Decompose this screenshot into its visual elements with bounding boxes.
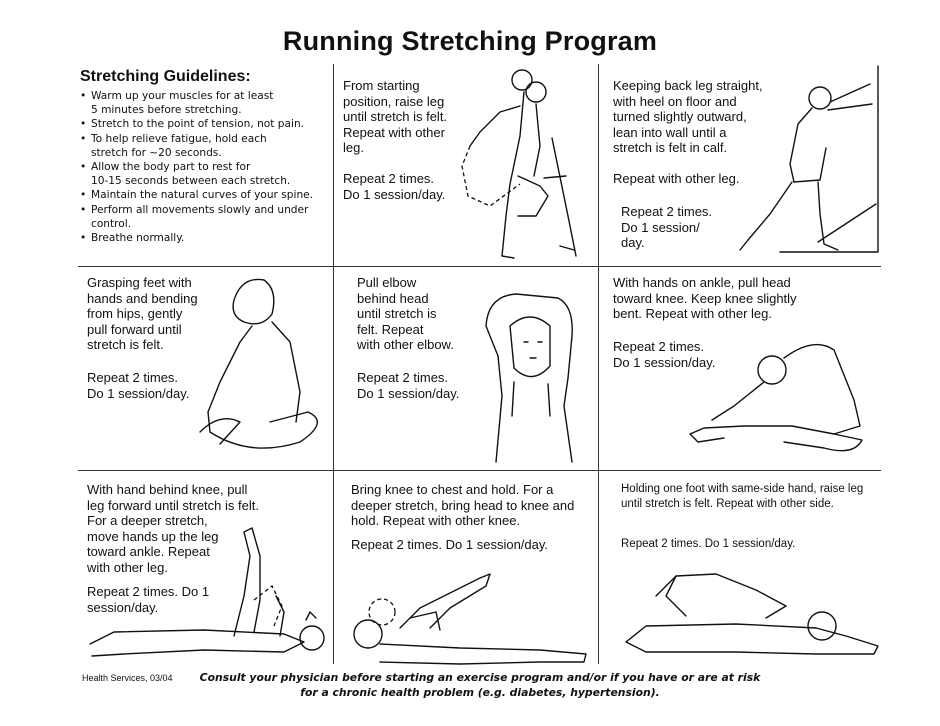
stretch-4-instructions: Pull elbow behind head until stretch is felt. Repeat with other elbow. — [357, 275, 454, 352]
stretch-2-instructions: Keeping back leg straight, with heel on floor and turned slightly outward, lean into wall until a stretch is felt in calf. — [613, 78, 763, 155]
side-lying-quad-illustration — [616, 566, 882, 666]
footer-source: Health Services, 03/04 — [82, 673, 173, 683]
standing-leg-raise-illustration — [440, 66, 590, 264]
stretch-2-extra: Repeat with other leg. — [613, 171, 740, 186]
stretch-7-instructions: Bring knee to chest and hold. For a deeper stretch, bring head to knee and hold. Repeat with other knee. — [351, 482, 575, 528]
guidelines-list — [80, 89, 340, 245]
stretch-3-instructions: Grasping feet with hands and bending from hips, gently pull forward until stretch is felt. — [87, 275, 198, 352]
guideline-item: • Breathe normally. — [80, 231, 340, 245]
guidelines-heading: Stretching Guidelines: — [80, 68, 251, 85]
stretch-2-repeat: Repeat 2 times. Do 1 session/ day. — [621, 204, 713, 250]
stretch-1-instructions: From starting position, raise leg until stretch is felt. Repeat with other leg. — [343, 78, 448, 155]
guideline-item: • Warm up your muscles for at least 5 minutes before stretching. — [80, 89, 340, 117]
butterfly-stretch-illustration — [190, 272, 330, 462]
divider — [598, 64, 599, 664]
stretch-6-instructions: With hand behind knee, pull leg forward until stretch is felt. For a deeper stretch, move hands up the leg toward ankle. Repeat with other leg. — [87, 482, 259, 575]
triceps-stretch-illustration — [468, 286, 593, 464]
wall-calf-stretch-illustration — [720, 64, 882, 262]
stretch-8-instructions: Holding one foot with same-side hand, raise leg until stretch is felt. Repeat with other side. — [621, 483, 864, 510]
knee-to-chest-illustration — [340, 568, 594, 666]
divider — [78, 470, 881, 471]
stretch-5-repeat: Repeat 2 times. Do 1 session/day. — [613, 339, 716, 370]
stretch-8-repeat: Repeat 2 times. Do 1 session/day. — [621, 538, 796, 550]
stretching-guidelines — [80, 68, 340, 245]
guideline-item: • Stretch to the point of tension, not pain. — [80, 117, 340, 131]
divider — [78, 266, 881, 267]
guideline-item: • Allow the body part to rest for 10-15 seconds between each stretch. — [80, 160, 340, 188]
stretch-6-repeat: Repeat 2 times. Do 1 session/day. — [87, 584, 210, 615]
seated-hamstring-illustration — [684, 330, 866, 462]
guideline-item: • Maintain the natural curves of your spine. — [80, 188, 340, 202]
stretch-7-repeat: Repeat 2 times. Do 1 session/day. — [351, 537, 549, 552]
guideline-item: • To help relieve fatigue, hold each stretch for ~20 seconds. — [80, 132, 340, 160]
stretch-3-repeat: Repeat 2 times. Do 1 session/day. — [87, 370, 190, 401]
page-title: Running Stretching Program — [282, 26, 658, 56]
stretch-1-repeat: Repeat 2 times. Do 1 session/day. — [343, 171, 446, 202]
stretch-4-repeat: Repeat 2 times. Do 1 session/day. — [357, 370, 460, 401]
stretch-5-instructions: With hands on ankle, pull head toward knee. Keep knee slightly bent. Repeat with other leg. — [613, 275, 797, 321]
footer-disclaimer: Consult your physician before starting an exercise program and/or if you have or are at risk for a chronic health problem (e.g. diabetes, hypertension). — [199, 671, 761, 699]
lying-hamstring-illustration — [84, 526, 330, 666]
guideline-item: • Perform all movements slowly and under control. — [80, 203, 340, 231]
